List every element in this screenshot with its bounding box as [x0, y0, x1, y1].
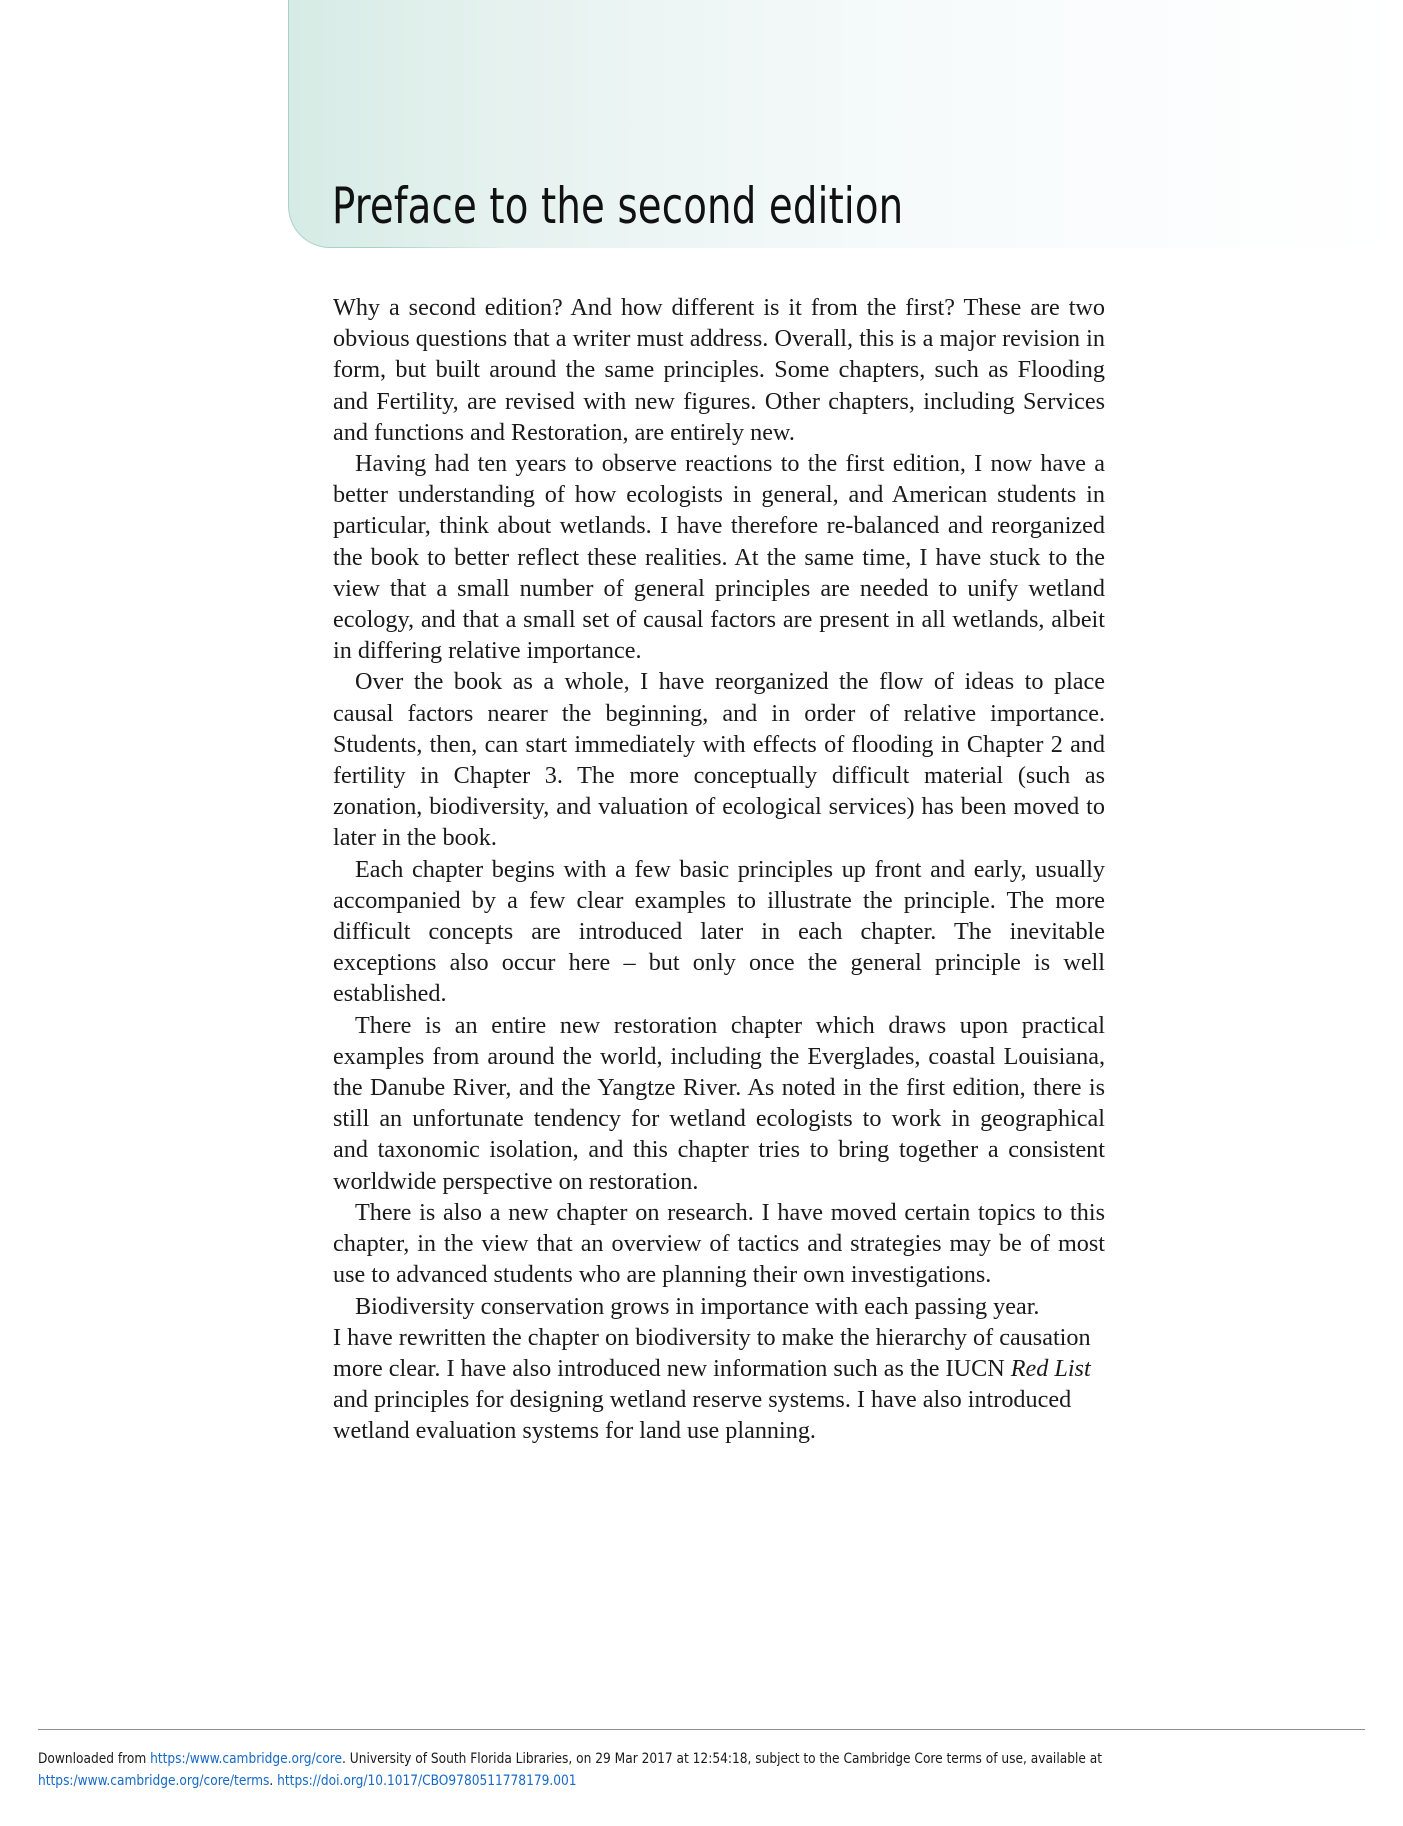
page-title: Preface to the second edition: [332, 176, 904, 235]
footer-terms-link[interactable]: https:/www.cambridge.org/core/terms: [38, 1772, 270, 1789]
paragraph-text-before-italic: I have rewritten the chapter on biodiversity to make the hierarchy of causation more clear. I have also introduced new information such as the IUCN: [333, 1323, 1091, 1382]
paragraph: Each chapter begins with a few basic principles up front and early, usually accompanied by a few clear examples to illustrate the principle. The more difficult concepts are introduced later in each chapter. The inevitable exceptions also occur here – but only once the general principle is well established.: [333, 855, 1105, 1008]
paragraph: Having had ten years to observe reactions to the first edition, I now have a better understanding of how ecologists in general, and American students in particular, think about wetlands. I have therefore re-balanced and reorganized the book to better reflect these realities. At the same time, I have stuck to the view that a small number of general principles are needed to unify wetland ecology, and that a small set of causal factors are present in all wetlands, albeit in differing relative importance.: [333, 450, 1105, 665]
paragraph-text-after-italic: and principles for designing wetland reserve systems. I have also introduced wetland evaluation systems for land use planning.: [333, 1386, 1072, 1445]
italic-title-red-list: Red List: [1010, 1354, 1091, 1382]
paragraph: There is also a new chapter on research. I have moved certain topics to this chapter, in the view that an overview of tactics and strategies may be of most use to advanced students who are planning their own investigations.: [333, 1198, 1105, 1289]
footer-separator: .: [269, 1772, 278, 1789]
footer-downloaded-from-label: Downloaded from: [38, 1750, 151, 1767]
footer-divider: [38, 1729, 1365, 1730]
footer-core-link[interactable]: https:/www.cambridge.org/core: [150, 1750, 343, 1767]
footer-library-and-timestamp: . University of South Florida Libraries, on 29 Mar 2017 at 12:54:18, subject to the Cambridge Core terms of use, available at: [342, 1750, 1103, 1767]
paragraph: Over the book as a whole, I have reorganized the flow of ideas to place causal factors nearer the beginning, and in order of relative importance. Students, then, can start immediately with effects of flooding in Chapter 2 and fertility in Chapter 3. The more conceptually difficult material (such as zonation, biodiversity, and valuation of ecological services) has been moved to later in the book.: [333, 668, 1105, 852]
paragraph-with-italic-title: [333, 1322, 1105, 1447]
footer-attribution: [38, 1748, 1275, 1792]
footer-line-2: [38, 1770, 1275, 1792]
footer-doi-link[interactable]: https://doi.org/10.1017/CBO9780511778179.001: [277, 1772, 577, 1789]
paragraph: There is an entire new restoration chapter which draws upon practical examples from around the world, including the Everglades, coastal Louisiana, the Danube River, and the Yangtze River. As noted in the first edition, there is still an unfortunate tendency for wetland ecologists to work in geographical and taxonomic isolation, and this chapter tries to bring together a consistent worldwide perspective on restoration.: [333, 1011, 1105, 1195]
paragraph: Biodiversity conservation grows in importance with each passing year.: [355, 1292, 1040, 1320]
article-body: [333, 292, 1105, 1447]
paragraph: Why a second edition? And how different is it from the first? These are two obvious questions that a writer must address. Overall, this is a major revision in form, but built around the same principles. Some chapters, such as Flooding and Fertility, are revised with new figures. Other chapters, including Services and functions and Restoration, are entirely new.: [333, 294, 1105, 446]
